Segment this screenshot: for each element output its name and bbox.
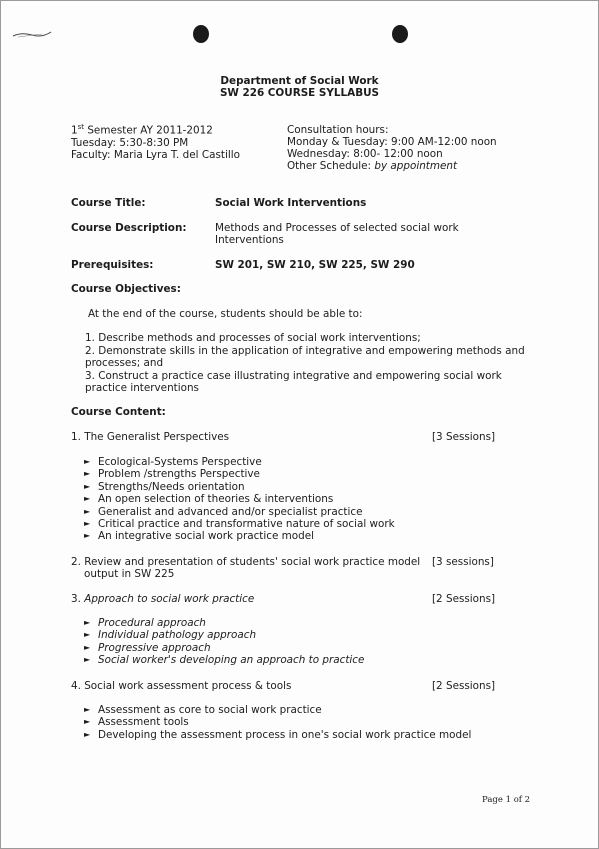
course-content-label: Course Content: [71,406,166,418]
course-heading: SW 226 COURSE SYLLABUS [219,87,380,99]
bullet-arrow-icon: ► [84,618,91,627]
schedule-line: Tuesday: 5:30-8:30 PM [71,137,189,149]
course-description-line-1: Methods and Processes of selected social work [215,222,459,234]
bullet-arrow-icon: ► [84,519,91,528]
objectives-intro: At the end of the course, students should be able to: [88,308,363,320]
bullet-arrow-icon: ► [84,469,91,478]
course-objectives-label: Course Objectives: [71,283,181,295]
bullet-arrow-icon: ► [84,507,91,516]
bullet-arrow-icon: ► [84,531,91,540]
bullet-arrow-icon: ► [84,705,91,714]
course-title-label: Course Title: [71,197,146,209]
bullet-arrow-icon: ► [84,457,91,466]
section-2-sessions: [3 sessions] [432,556,494,568]
course-description-label: Course Description: [71,222,187,234]
objective-item: processes; and [85,357,164,369]
section-4-sessions: [2 Sessions] [432,680,496,692]
department-heading: Department of Social Work [220,75,379,87]
bullet-arrow-icon: ► [84,494,91,503]
page-number: Page 1 of 2 [482,795,531,805]
prerequisites-value: SW 201, SW 210, SW 225, SW 290 [215,259,415,271]
section-3-title: 3. Approach to social work practice [71,593,255,605]
pen-mark-icon [12,30,52,38]
objective-item: 2. Demonstrate skills in the application of integrative and empowering methods and [85,345,525,357]
section-1-sessions: [3 Sessions] [432,431,496,443]
consultation-title: Consultation hours: [287,124,389,136]
objective-item: practice interventions [85,382,199,394]
bullet-arrow-icon: ► [84,630,91,639]
section-3-sessions: [2 Sessions] [432,593,496,605]
consultation-line-1: Monday & Tuesday: 9:00 AM-12:00 noon [287,136,497,148]
bullet-arrow-icon: ► [84,482,91,491]
prerequisites-label: Prerequisites: [71,259,154,271]
section-2-title-cont: output in SW 225 [84,568,175,580]
bullet-arrow-icon: ► [84,643,91,652]
course-description-line-2: Interventions [215,234,284,246]
section-4-title: 4. Social work assessment process & tools [71,680,292,692]
bullet-arrow-icon: ► [84,717,91,726]
course-title-value: Social Work Interventions [215,197,367,209]
bullet-arrow-icon: ► [84,730,91,739]
faculty-line: Faculty: Maria Lyra T. del Castillo [71,149,240,161]
section-1-title: 1. The Generalist Perspectives [71,431,230,443]
other-schedule: Other Schedule: by appointment [287,160,458,172]
section-2-title: 2. Review and presentation of students' social work practice model [71,556,421,568]
bullet-arrow-icon: ► [84,655,91,664]
punch-hole-right [392,25,408,43]
objective-item: 3. Construct a practice case illustrating integrative and empowering social work [85,370,502,382]
semester-line: 1st Semester AY 2011-2012 [71,123,213,137]
consultation-line-2: Wednesday: 8:00- 12:00 noon [287,148,443,160]
objective-item: 1. Describe methods and processes of social work interventions; [85,332,421,344]
syllabus-page: Department of Social Work SW 226 COURSE SYLLABUS 1st Semester AY 2011-2012 Tuesday: 5:30-8:30 PM Faculty: Maria Lyra T. del Castillo Consultation hours: Monday & Tuesday: 9:00 AM-12:00 noon Wednesday: 8:00- 12:00 noon Other Schedule: by appointment Course Title: Social Work Interventions Course Description: Methods and Processes of selected social work Interventions Prerequisites: SW 201, SW 210, SW 225, SW 290 Course Objectives: At the end of the course, students should be able to: 1. Describe methods and processes of social work interventions; 2. Demonstrate skills in the application of integrative and empowering methods and processes; and 3. Construct a practice case illustrating integrative and empowering social work practice interventions Course Content: 1. The Generalist Perspectives [3 Sessions] ► Ecological-Systems Perspective ► Problem /strengths Perspective ► Strengths/Needs orientation ► An open selection of theories & interventions ► Generalist and advanced and/or specialist practice ► Critical practice and transformative nature of social work ► An integrative social work practice model 2. Review and presentation of students' social work practice model output in SW 225 [3 sessions] 3. Approach to social work practice [2 Sessions] ► Procedural approach ► Individual pathology approach ► Progressive approach ► Social worker's developing an approach to practice 4. Social work assessment process & tools [2 Sessions] ► Assessment as core to social work practice ► Assessment tools ► Developing the assessment process in one's social work practice model Page 1 of 2 [0,0,599,849]
punch-hole-left [193,25,209,43]
